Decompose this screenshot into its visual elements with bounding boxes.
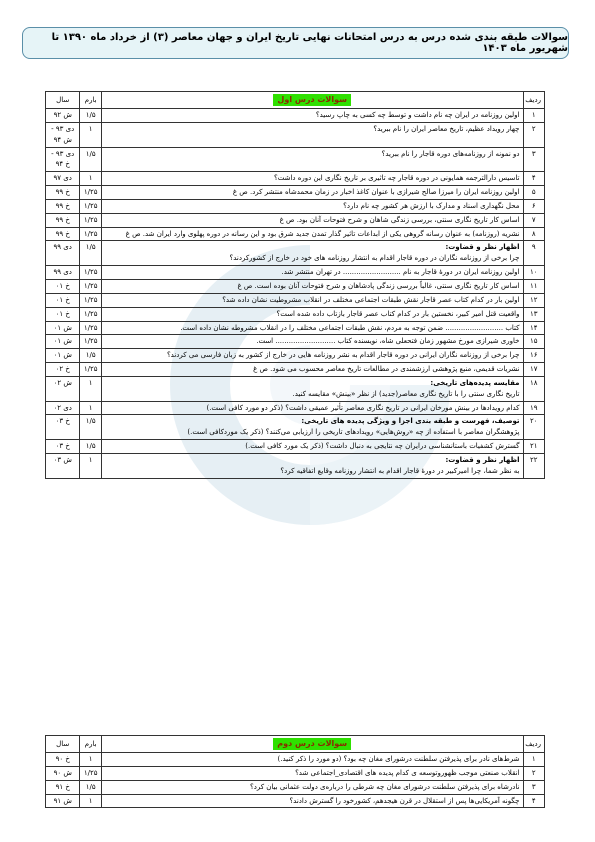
score-value-cell <box>80 453 102 478</box>
table-row <box>46 349 545 363</box>
score-value-cell <box>80 266 102 280</box>
score-value: ۱ <box>88 378 93 387</box>
question-text: گسترش کشفیات باستانشناسی درایران چه نتایجی به دنبال داشت؟ (ذکر یک مورد کافی است.) <box>245 442 520 451</box>
exam-date-cell <box>46 172 80 186</box>
table-row <box>46 109 545 123</box>
question-text-cell <box>101 753 523 767</box>
question-text-cell <box>101 293 523 307</box>
row-number-cell <box>523 213 545 227</box>
header-score: بارم <box>80 92 102 109</box>
score-value-cell <box>80 321 102 335</box>
question-subtext: به نظر شما، چرا امیرکبیر در دورهٔ قاجار اقدام به انتشار روزنامه وقایع اتفاقیه کرد؟ <box>280 466 520 475</box>
question-text-cell <box>101 213 523 227</box>
row-number-cell <box>523 415 545 440</box>
table-row <box>46 780 545 794</box>
question-text: خاوری شیرازی مورخ مشهور زمان فتحعلی شاه، نویسنده کتاب ........................... است. <box>256 337 520 346</box>
score-value-cell <box>80 213 102 227</box>
question-text-cell <box>101 780 523 794</box>
row-number: ۱ <box>531 755 536 763</box>
table-row <box>46 279 545 293</box>
exam-date: خ ۰۱ <box>55 309 70 318</box>
row-number-cell <box>523 753 545 767</box>
table-row <box>46 266 545 280</box>
question-text-cell <box>101 147 523 172</box>
question-subtext: تاریخ نگاری سنتی را با تاریخ نگاری معاصر(جدید) از نظر «بینش» مقایسه کنید. <box>292 389 520 398</box>
exam-date: ش ۰۳ <box>53 455 72 464</box>
exam-date-cell <box>46 335 80 349</box>
row-number-cell <box>523 321 545 335</box>
table-row <box>46 440 545 454</box>
question-text-cell <box>101 307 523 321</box>
score-value: ۱ <box>88 755 93 763</box>
score-value-cell <box>80 172 102 186</box>
row-number-cell <box>523 109 545 123</box>
exam-date-cell <box>46 794 80 808</box>
table-header-row <box>46 736 545 753</box>
question-text: اولین روزنامه ایران را میرزا صالح شیرازی با عنوان کاغذ اخبار در زمان محمدشاه منتشر کرد. ص غ <box>232 188 520 197</box>
exam-date: دی ۹۳ - خ ۹۴ <box>51 149 75 169</box>
row-number: ۱۱ <box>529 281 538 290</box>
row-number: ۱۰ <box>529 268 538 277</box>
section-2-title-cell <box>101 736 523 753</box>
table-row <box>46 376 545 401</box>
table-row <box>46 415 545 440</box>
exam-date-cell <box>46 321 80 335</box>
exam-date-cell <box>46 401 80 415</box>
exam-date: خ ۹۹ <box>55 215 70 224</box>
row-number: ۳ <box>531 782 536 791</box>
table-row <box>46 186 545 200</box>
exam-date-cell <box>46 213 80 227</box>
row-number-cell <box>523 186 545 200</box>
question-text: نشریه (روزنامه) به عنوان رسانه گروهی یکی از ابداعات تاثیر گذار تمدن جدید شرق بود و این رسانه در دوره پهلوی وارد ایران شد. ص غ <box>125 229 520 238</box>
score-value-cell <box>80 794 102 808</box>
row-number-cell <box>523 794 545 808</box>
table-row <box>46 794 545 808</box>
table-row <box>46 293 545 307</box>
exam-date: دی ۹۹ <box>53 243 72 252</box>
question-text-cell <box>101 349 523 363</box>
score-value-cell <box>80 227 102 241</box>
row-number-cell <box>523 307 545 321</box>
exam-date: خ ۰۲ <box>55 365 70 374</box>
question-text: نشریات قدیمی، منبع پژوهشی ارزشمندی در مطالعات تاریخ معاصر محسوب می شود. ص غ <box>253 365 520 374</box>
row-number: ۵ <box>531 188 536 197</box>
row-number: ۱۶ <box>529 351 538 360</box>
question-text: چرا برخی از روزنامه نگاران ایرانی در دوره قاجار اقدام به نشر روزنامه هایی در خارج از کشور به زبان فارسی می کردند؟ <box>166 351 520 360</box>
exam-date-cell <box>46 415 80 440</box>
exam-date-cell <box>46 376 80 401</box>
row-number-cell <box>523 293 545 307</box>
exam-date-cell <box>46 780 80 794</box>
table-row <box>46 227 545 241</box>
row-number: ۱۵ <box>529 337 538 346</box>
section-1-title: سوالات درس اول <box>273 94 351 106</box>
score-value: ۱ <box>88 174 93 183</box>
question-text: انقلاب صنعتی موجب ظهوروتوسعه ی کدام پدیده های اقتصادی_اجتماعی شد؟ <box>295 768 520 777</box>
row-number-cell <box>523 376 545 401</box>
row-number-cell <box>523 266 545 280</box>
exam-date: خ ۰۱ <box>55 295 70 304</box>
exam-date: خ ۹۹ <box>55 201 70 210</box>
question-text-cell <box>101 241 523 266</box>
section-2-table <box>45 735 545 808</box>
score-value: ۱ <box>88 403 93 412</box>
question-text: نادرشاه برای پذیرفتن سلطنت درشورای مغان چه شرطی را درباره‌ی دولت عثمانی بیان کرد؟ <box>250 782 520 791</box>
exam-date-cell <box>46 186 80 200</box>
row-number-cell <box>523 349 545 363</box>
row-number-cell <box>523 122 545 147</box>
table-row <box>46 122 545 147</box>
row-number: ۲۱ <box>529 442 538 451</box>
question-text: اولین بار در کدام کتاب عصر قاجار نقش طبقات اجتماعی مختلف در انقلاب مشروطیت نشان داده شد؟ <box>222 295 520 304</box>
row-number: ۷ <box>531 215 536 224</box>
table-row <box>46 401 545 415</box>
header-year: سال <box>46 736 80 753</box>
score-value: ۱/۲۵ <box>83 323 98 332</box>
score-value: ۱ <box>88 124 93 133</box>
question-text-cell <box>101 401 523 415</box>
row-number-cell <box>523 780 545 794</box>
score-value-cell <box>80 753 102 767</box>
row-number: ۸ <box>531 229 536 238</box>
exam-date-cell <box>46 147 80 172</box>
question-text: دو نمونه از روزنامه‌های دوره قاجار را نام ببرید؟ <box>381 149 520 158</box>
row-number-cell <box>523 199 545 213</box>
exam-date-cell <box>46 109 80 123</box>
exam-date: دی ۰۲ <box>53 403 72 412</box>
exam-date: خ ۹۹ <box>55 188 70 197</box>
exam-date-cell <box>46 241 80 266</box>
question-text: محل نگهداری اسناد و مدارک با ارزش هر کشور چه نام دارد؟ <box>343 201 520 210</box>
exam-date: ش ۹۰ <box>53 768 72 777</box>
score-value: ۱/۲۵ <box>83 201 98 210</box>
question-text-cell <box>101 335 523 349</box>
question-text: چگونه آمریکایی‌ها پس از استقلال در قرن هیجدهم، کشورخود را گسترش دادند؟ <box>289 796 520 805</box>
question-text: چهار رویداد عظیم، تاریخ معاصر ایران را نام ببرید؟ <box>373 124 520 133</box>
score-value-cell <box>80 109 102 123</box>
exam-date: ش ۹۱ <box>53 796 72 805</box>
question-text: اظهار نظر و قضاوت: <box>445 455 520 464</box>
table-row <box>46 453 545 478</box>
row-number-cell <box>523 440 545 454</box>
exam-date: دی ۹۳ - ش ۹۴ <box>51 124 75 144</box>
score-value-cell <box>80 186 102 200</box>
row-number: ۲۲ <box>529 455 538 464</box>
exam-date-cell <box>46 227 80 241</box>
question-text: واقعیت قتل امیر کبیر، نخستین بار در کدام کتاب عصر قاجار بازتاب داده شده است؟ <box>276 309 520 318</box>
exam-date-cell <box>46 440 80 454</box>
score-value-cell <box>80 363 102 377</box>
score-value: ۱/۲۵ <box>83 337 98 346</box>
question-text-cell <box>101 109 523 123</box>
exam-date: خ ۹۱ <box>55 782 70 791</box>
exam-date-cell <box>46 293 80 307</box>
row-number-cell <box>523 279 545 293</box>
exam-date-cell <box>46 199 80 213</box>
score-value: ۱/۲۵ <box>83 281 98 290</box>
exam-date-cell <box>46 753 80 767</box>
row-number-cell <box>523 766 545 780</box>
row-number: ۱۴ <box>529 323 538 332</box>
score-value-cell <box>80 307 102 321</box>
exam-date: دی ۹۷ <box>53 174 72 183</box>
row-number: ۲ <box>531 768 536 777</box>
score-value: ۱/۲۵ <box>83 229 98 238</box>
score-value: ۱/۲۵ <box>83 268 98 277</box>
table-row <box>46 753 545 767</box>
question-text-cell <box>101 199 523 213</box>
score-value: ۱/۲۵ <box>83 188 98 197</box>
table-row <box>46 766 545 780</box>
score-value-cell <box>80 293 102 307</box>
row-number: ۱ <box>531 111 536 119</box>
row-number-cell <box>523 335 545 349</box>
question-text-cell <box>101 321 523 335</box>
question-subtext: چرا برخی از روزنامه نگاران در دوره قاجار اقدام به انتشار روزنامه های خود در خارج از کشورکردند؟ <box>229 254 520 263</box>
question-text-cell <box>101 376 523 401</box>
score-value: ۱/۲۵ <box>83 215 98 224</box>
table-row <box>46 172 545 186</box>
score-value: ۱ <box>88 455 93 464</box>
question-text: اساس کار تاریخ نگاری سنتی، غالباً بررسی زندگی پادشاهان و شرح فتوحات آنان بوده است. ص غ <box>237 281 520 290</box>
question-text-cell <box>101 122 523 147</box>
exam-date-cell <box>46 766 80 780</box>
section-1-title-cell <box>101 92 523 109</box>
row-number: ۳ <box>531 149 536 158</box>
row-number: ۱۷ <box>529 365 538 374</box>
question-text-cell <box>101 186 523 200</box>
exam-date: ش ۰۲ <box>53 378 72 387</box>
exam-date: خ ۹۰ <box>55 755 70 763</box>
exam-date-cell <box>46 363 80 377</box>
row-number: ۲ <box>531 124 536 133</box>
page-title-box <box>22 27 569 59</box>
score-value-cell <box>80 766 102 780</box>
question-text-cell <box>101 415 523 440</box>
question-text-cell <box>101 363 523 377</box>
question-text: اولین روزنامه ایران در دورهٔ قاجار به نام .......................... در تهران منتشر شد. <box>281 268 520 277</box>
exam-date: خ ۰۱ <box>55 281 70 290</box>
score-value: ۱/۲۵ <box>83 295 98 304</box>
row-number-cell <box>523 227 545 241</box>
exam-date: خ ۰۳ <box>55 417 70 426</box>
score-value-cell <box>80 376 102 401</box>
score-value-cell <box>80 780 102 794</box>
score-value-cell <box>80 440 102 454</box>
question-text-cell <box>101 266 523 280</box>
exam-date-cell <box>46 122 80 147</box>
table-row <box>46 363 545 377</box>
row-number: ۱۳ <box>529 309 538 318</box>
score-value-cell <box>80 122 102 147</box>
exam-date: خ ۰۳ <box>55 442 70 451</box>
header-num: ردیف <box>523 736 545 753</box>
row-number-cell <box>523 401 545 415</box>
row-number-cell <box>523 147 545 172</box>
exam-date: ش ۰۱ <box>53 351 72 360</box>
score-value-cell <box>80 401 102 415</box>
table-row <box>46 321 545 335</box>
section-2-title: سوالات درس دوم <box>273 738 351 750</box>
row-number: ۴ <box>531 174 536 183</box>
row-number-cell <box>523 363 545 377</box>
score-value-cell <box>80 335 102 349</box>
question-text-cell <box>101 172 523 186</box>
question-text: شرط‌های نادر برای پذیرفتن سلطنت درشورای مغان چه بود؟ (دو مورد را ذکر کنید.) <box>277 755 520 763</box>
question-text: مقایسه پدیده‌های تاریخی: <box>430 378 520 387</box>
row-number: ۹ <box>531 243 536 252</box>
score-value: ۱/۲۵ <box>83 309 98 318</box>
score-value-cell <box>80 147 102 172</box>
row-number: ۶ <box>531 201 536 210</box>
score-value: ۱/۵ <box>85 243 96 252</box>
exam-date-cell <box>46 266 80 280</box>
question-text-cell <box>101 766 523 780</box>
table-row <box>46 199 545 213</box>
question-text: کدام رویدادها در بینش مورخان ایرانی در تاریخ نگاری معاصر تأثیر عمیقی داشت؟ (ذکر دو مورد کافی است.) <box>206 403 520 412</box>
question-text-cell <box>101 453 523 478</box>
header-year: سال <box>46 92 80 109</box>
section-1-table <box>45 91 545 479</box>
score-value-cell <box>80 279 102 293</box>
score-value: ۱/۵ <box>85 442 96 451</box>
question-text-cell <box>101 227 523 241</box>
score-value-cell <box>80 349 102 363</box>
exam-date-cell <box>46 279 80 293</box>
exam-date: ش ۰۱ <box>53 323 72 332</box>
row-number: ۱۸ <box>529 378 538 387</box>
table-header-row <box>46 92 545 109</box>
row-number: ۱۹ <box>529 403 538 412</box>
score-value: ۱/۲۵ <box>83 768 98 777</box>
exam-date: دی ۹۹ <box>53 268 72 277</box>
exam-date: ش ۰۱ <box>53 337 72 346</box>
table-row <box>46 307 545 321</box>
exam-date-cell <box>46 349 80 363</box>
question-text: اساس کار تاریخ نگاری سنتی، بررسی زندگی شاهان و شرح فتوحات آنان بود. ص غ <box>279 215 520 224</box>
score-value: ۱/۵ <box>85 782 96 791</box>
score-value: ۱/۵ <box>85 111 96 119</box>
score-value-cell <box>80 199 102 213</box>
question-text: تاسیس دارالترجمه همایونی در دوره قاجار چه تاثیری بر تاریخ نگاری این دوره داشت؟ <box>273 174 520 183</box>
question-subtext: پژوهشگران معاصر با استفاده از چه «روش‌هایی» رویدادهای تاریخی را ارزیابی می‌کنند؟ (ذکر یک موردکافی است.) <box>187 428 520 437</box>
table-row <box>46 335 545 349</box>
score-value: ۱/۵ <box>85 351 96 360</box>
question-text: توصیف، فهرست و طبقه بندی اجزا و ویژگی پدیده های تاریخی: <box>301 417 520 426</box>
score-value-cell <box>80 415 102 440</box>
header-num: ردیف <box>523 92 545 109</box>
question-text-cell <box>101 794 523 808</box>
question-text: کتاب .......................... ضمن توجه به مردم، نقش طبقات اجتماعی مختلف را در انقلاب مشروطه نشان داده است. <box>180 323 520 332</box>
row-number: ۲۰ <box>529 417 538 426</box>
exam-date: ش ۹۲ <box>53 111 72 119</box>
page-title: سوالات طبقه بندی شده درس به درس امتحانات نهایی تاریخ ایران و جهان معاصر (۳) از خرداد ماه ۱۳۹۰ تا شهریور ماه ۱۴۰۳ <box>51 32 568 54</box>
exam-date-cell <box>46 453 80 478</box>
question-text-cell <box>101 279 523 293</box>
score-value: ۱ <box>88 796 93 805</box>
question-text: اولین روزنامه در ایران چه نام داشت و توسط چه کسی به چاپ رسید؟ <box>315 111 520 119</box>
table-row <box>46 147 545 172</box>
table-row <box>46 241 545 266</box>
row-number-cell <box>523 172 545 186</box>
score-value-cell <box>80 241 102 266</box>
question-text-cell <box>101 440 523 454</box>
table-row <box>46 213 545 227</box>
score-value: ۱/۵ <box>85 149 96 158</box>
header-score: بارم <box>80 736 102 753</box>
exam-date: خ ۹۹ <box>55 229 70 238</box>
score-value: ۱/۵ <box>85 417 96 426</box>
row-number-cell <box>523 241 545 266</box>
row-number-cell <box>523 453 545 478</box>
score-value: ۱/۲۵ <box>83 365 98 374</box>
exam-date-cell <box>46 307 80 321</box>
question-text: اظهار نظر و قضاوت: <box>445 243 520 252</box>
row-number: ۴ <box>531 796 536 805</box>
row-number: ۱۲ <box>529 295 538 304</box>
